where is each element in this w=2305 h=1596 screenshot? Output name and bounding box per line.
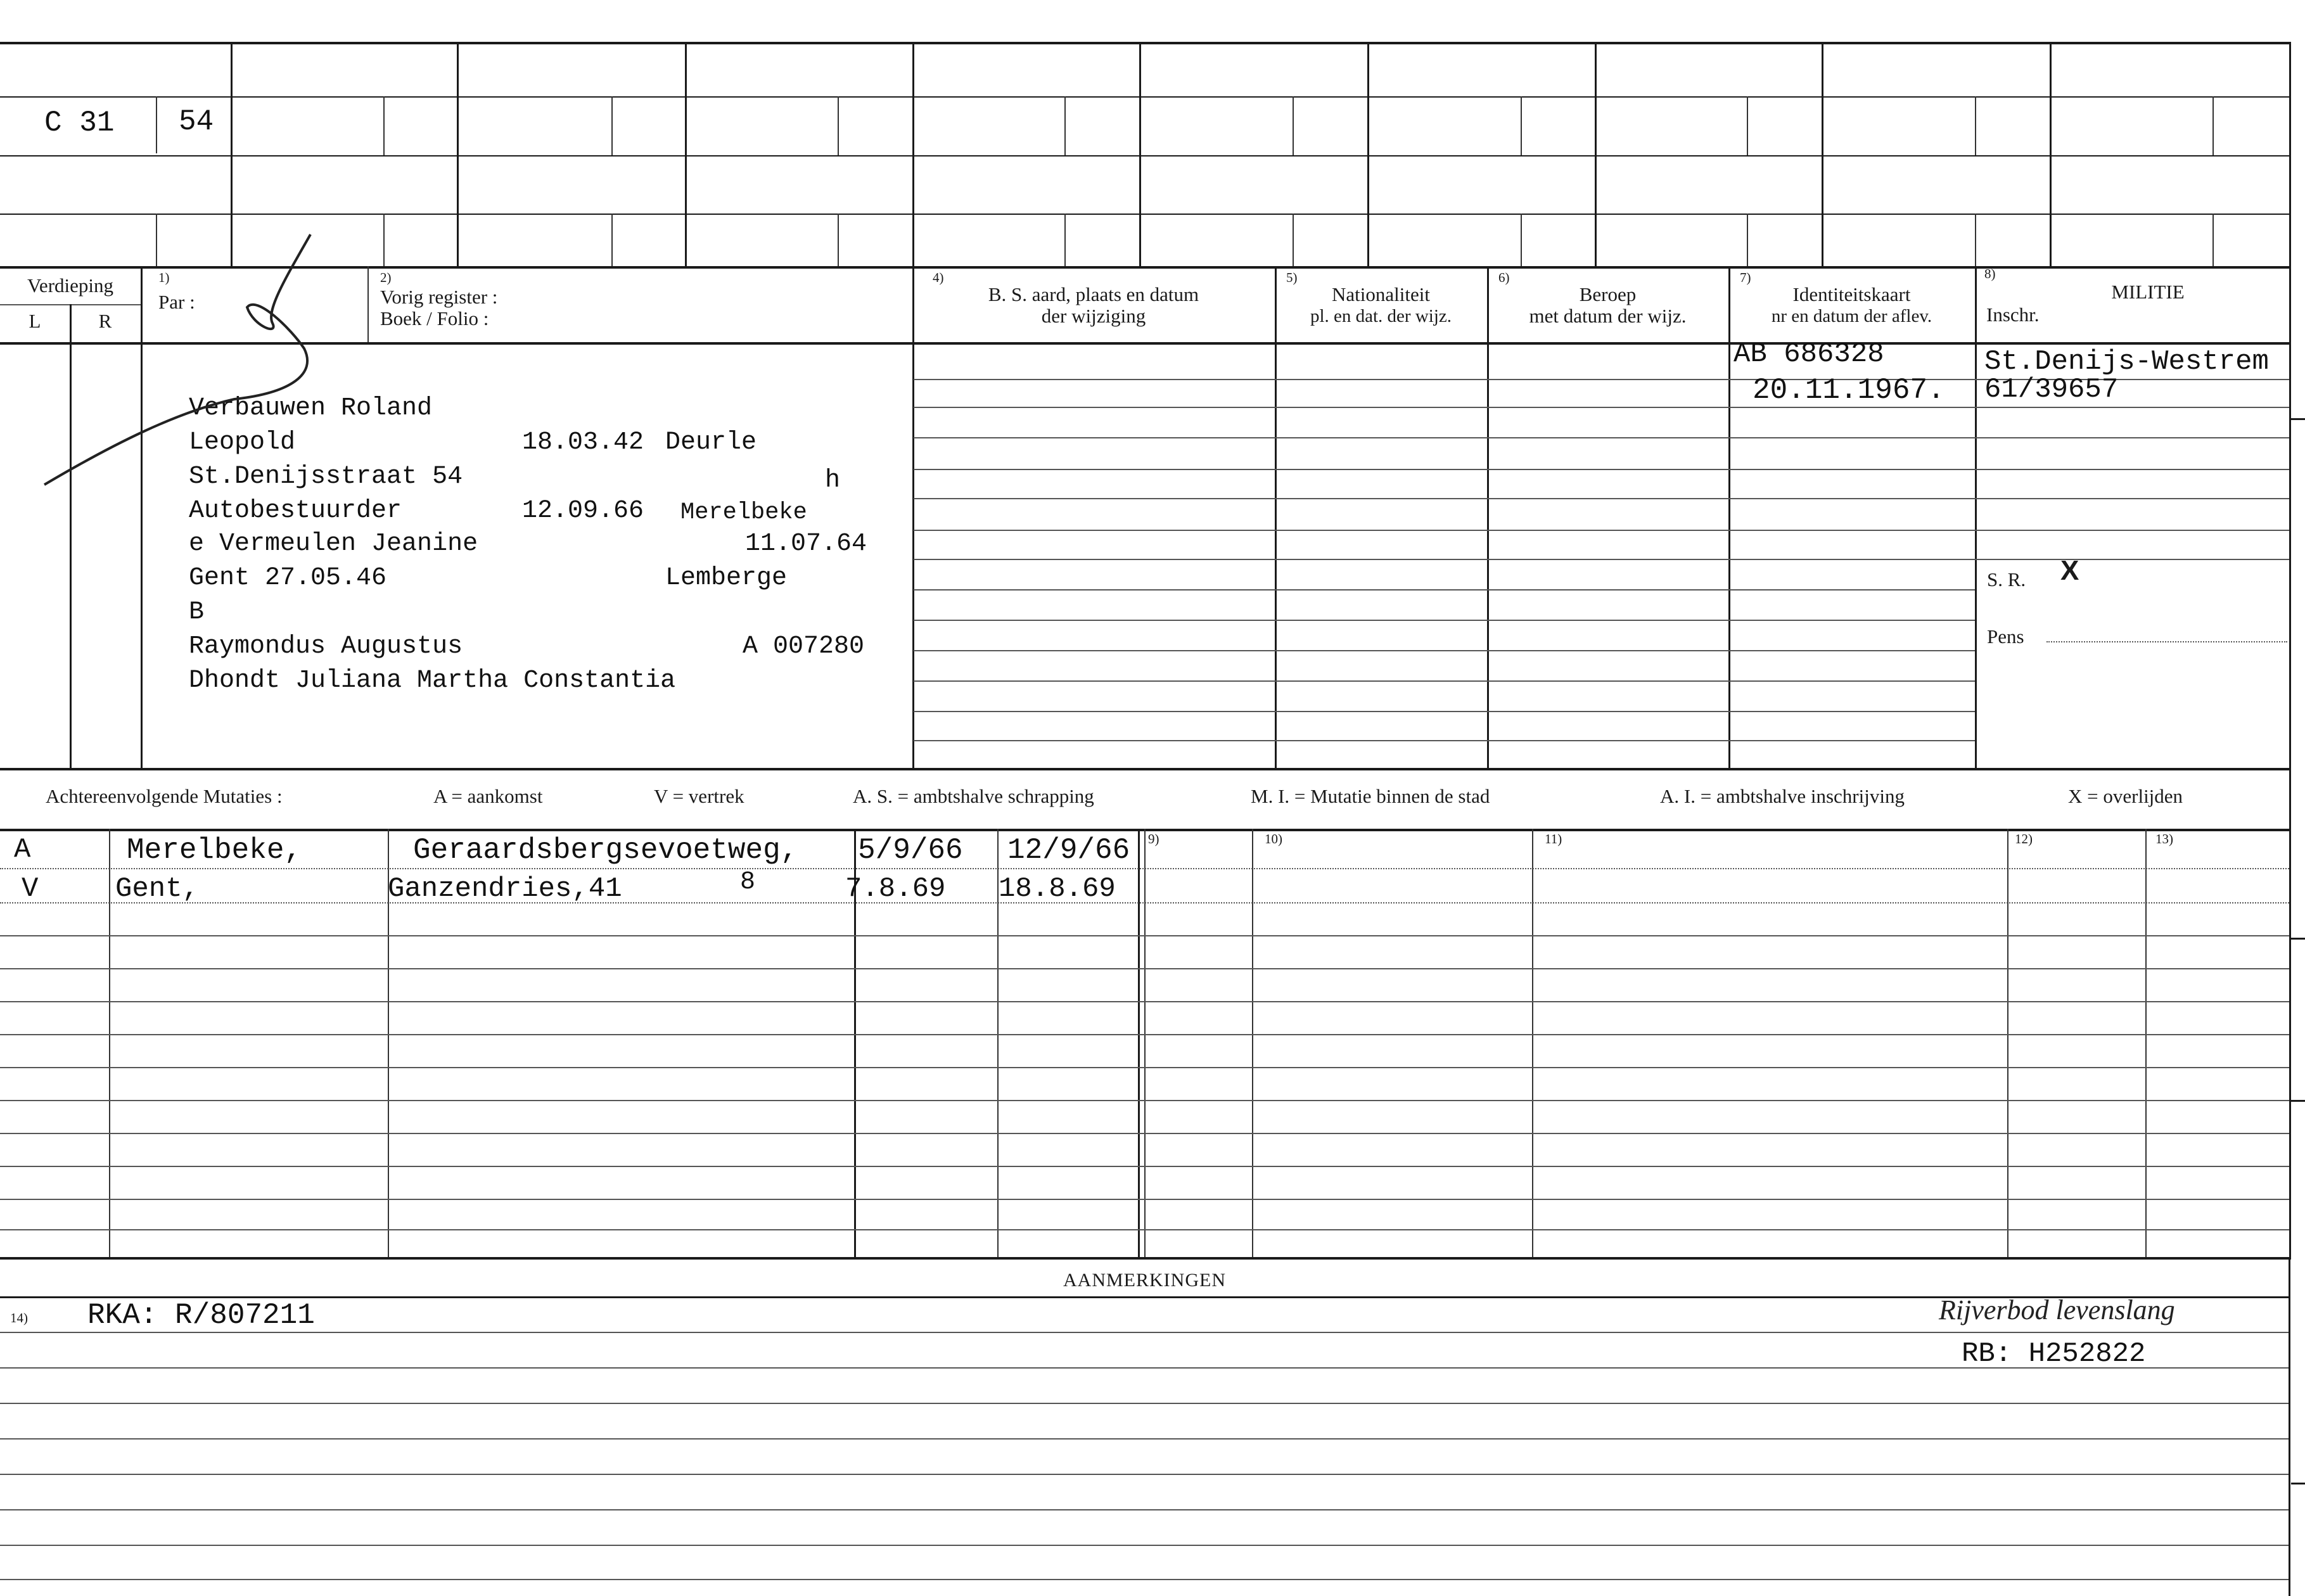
col-line <box>1728 266 1730 769</box>
grid-vline <box>611 214 613 266</box>
person-profession-place: Merelbeke <box>680 499 807 526</box>
person-profession-date: 12.09.66 <box>522 497 644 525</box>
col-r-label: R <box>98 310 112 332</box>
person-mother: Dhondt Juliana Martha Constantia <box>189 667 676 695</box>
mutation-2-house: 8 <box>740 868 756 897</box>
grid-vline <box>1064 96 1066 155</box>
mutation-2-street: Ganzendries,41 <box>388 873 622 905</box>
grid-vline <box>838 96 839 155</box>
grid-vline <box>1521 96 1522 155</box>
legend-a: A = aankomst <box>433 785 543 807</box>
grid-vline <box>2212 96 2214 155</box>
grid-vline <box>2212 214 2214 266</box>
mut-col-number: 9) <box>1148 831 1159 846</box>
person-street: St.Denijsstraat 54 <box>189 463 463 491</box>
grid-vline <box>1595 42 1597 267</box>
mut-col-line <box>1144 829 1146 1257</box>
mutations-bottom-line <box>0 1257 2291 1260</box>
bs-header-2: der wijziging <box>1041 305 1146 327</box>
verdieping-label: Verdieping <box>27 274 114 297</box>
legend-ai: A. I. = ambtshalve inschrijving <box>1660 785 1905 807</box>
grid-line <box>0 155 2291 156</box>
mutation-1-date1: 5/9/66 <box>858 834 963 867</box>
mut-col-line <box>1532 829 1533 1257</box>
col-line <box>1487 266 1489 769</box>
nationaliteit-header-2: pl. en dat. der wijz. <box>1310 306 1452 326</box>
militie-place: St.Denijs-Westrem <box>1984 346 2269 378</box>
person-profession: Autobestuurder <box>189 497 402 525</box>
militie-number: 61/39657 <box>1984 374 2119 405</box>
person-father: Raymondus Augustus <box>189 632 463 661</box>
person-spouse-place: Lemberge <box>665 564 788 592</box>
card-code: C 31 <box>44 106 115 139</box>
col-number: 6) <box>1498 270 1510 285</box>
col-number: 4) <box>933 270 944 285</box>
mut-col-line <box>1138 829 1140 1257</box>
remarks-title: AANMERKINGEN <box>1063 1270 1226 1291</box>
id-card-date: 20.11.1967. <box>1753 374 1945 407</box>
grid-vline <box>1293 214 1294 266</box>
grid-vline <box>1367 42 1369 267</box>
person-b-line: B <box>189 598 205 627</box>
col-line <box>1975 266 1977 769</box>
beroep-header: Beroep <box>1579 283 1637 305</box>
mutation-2-date2: 18.8.69 <box>999 873 1116 905</box>
grid-vline <box>1975 96 1976 155</box>
col-number: 8) <box>1984 266 1996 281</box>
beroep-header-2: met datum der wijz. <box>1529 305 1687 327</box>
grid-vline <box>838 214 839 266</box>
person-reference: A 007280 <box>743 632 865 661</box>
grid-vline <box>2050 42 2052 267</box>
par-label: Par : <box>158 291 195 313</box>
handwritten-mark <box>38 228 329 494</box>
legend-v: V = vertrek <box>654 785 744 807</box>
col-line <box>1275 266 1277 769</box>
mutation-2-date1: 7.8.69 <box>845 873 946 905</box>
mut-col-line <box>109 829 110 1257</box>
vorig-register-label: Vorig register : <box>380 286 498 308</box>
person-first-name: Leopold <box>189 428 296 457</box>
grid-vline <box>1521 214 1522 266</box>
grid-line <box>0 266 2291 269</box>
card-number: 54 <box>179 105 214 138</box>
remarks-rka: RKA: R/807211 <box>87 1299 315 1332</box>
col-line <box>912 266 914 769</box>
pens-line <box>2046 641 2287 642</box>
person-birth-place: Deurle <box>665 428 757 457</box>
sr-label: S. R. <box>1987 568 2026 591</box>
top-border <box>0 42 2291 44</box>
mut-col-number: 13) <box>2155 831 2173 846</box>
person-spouse: e Vermeulen Jeanine <box>189 530 478 558</box>
col-number: 7) <box>1740 270 1751 285</box>
grid-vline <box>912 42 914 267</box>
legend-as: A. S. = ambtshalve schrapping <box>853 785 1094 807</box>
grid-vline <box>1064 214 1066 266</box>
grid-vline <box>1747 96 1748 155</box>
mutation-1-type: A <box>14 834 31 865</box>
grid-vline <box>1293 96 1294 155</box>
grid-vline <box>383 214 385 266</box>
id-card-number: AB 686328 <box>1734 338 1884 370</box>
person-street-mark: h <box>825 466 841 495</box>
col-number: 2) <box>380 270 392 285</box>
grid-vline <box>457 42 459 267</box>
right-border <box>2289 42 2291 1258</box>
col-number: 1) <box>158 270 170 285</box>
sr-value: X <box>2060 555 2079 586</box>
militie-header: MILITIE <box>2111 281 2185 303</box>
person-spouse-date: 11.07.64 <box>745 530 867 558</box>
pens-label: Pens <box>1987 625 2024 648</box>
boek-folio-label: Boek / Folio : <box>380 307 489 329</box>
legend-x: X = overlijden <box>2068 785 2183 807</box>
grid-vline <box>685 42 687 267</box>
header-bottom-line <box>0 342 2291 345</box>
remarks-handwritten-note: Rijverbod levenslang <box>1939 1294 2175 1325</box>
col-l-label: L <box>29 310 41 332</box>
legend-title: Achtereenvolgende Mutaties : <box>46 785 283 807</box>
identiteitskaart-header: Identiteitskaart <box>1792 283 1911 305</box>
mutation-1-date2: 12/9/66 <box>1007 834 1130 867</box>
mut-col-number: 10) <box>1265 831 1282 846</box>
mutation-2-type: V <box>22 873 39 905</box>
nationaliteit-header: Nationaliteit <box>1332 283 1430 305</box>
mut-col-line <box>1252 829 1253 1257</box>
grid-vline <box>156 96 157 153</box>
mutation-1-street: Geraardsbergsevoetweg, <box>413 834 798 867</box>
grid-vline <box>383 96 385 155</box>
grid-vline <box>611 96 613 155</box>
mut-col-number: 12) <box>2015 831 2033 846</box>
remarks-number: 14) <box>10 1310 28 1325</box>
col-line <box>367 266 369 342</box>
legend-mi: M. I. = Mutatie binnen de stad <box>1251 785 1490 807</box>
grid-vline <box>1975 214 1976 266</box>
mut-col-line <box>2007 829 2008 1257</box>
mut-col-number: 11) <box>1545 831 1562 846</box>
remarks-rb: RB: H252822 <box>1962 1338 2146 1370</box>
mutation-2-commune: Gent, <box>115 873 200 905</box>
mutation-1-commune: Merelbeke, <box>127 834 302 867</box>
grid-vline <box>1747 214 1748 266</box>
person-name: Verbauwen Roland <box>189 394 433 423</box>
col-number: 5) <box>1286 270 1298 285</box>
person-birth-date: 18.03.42 <box>522 428 644 457</box>
grid-vline <box>1139 42 1141 267</box>
mutations-top-line <box>0 829 2291 831</box>
grid-line <box>0 96 2291 98</box>
identiteitskaart-header-2: nr en datum der aflev. <box>1771 306 1932 326</box>
bs-header: B. S. aard, plaats en datum <box>988 283 1199 305</box>
grid-line <box>0 214 2291 215</box>
grid-vline <box>1822 42 1823 267</box>
body-bottom-line <box>0 768 2291 770</box>
person-spouse-birth: Gent 27.05.46 <box>189 564 387 592</box>
inschr-label: Inschr. <box>1986 303 2040 326</box>
mut-col-line <box>2145 829 2147 1257</box>
